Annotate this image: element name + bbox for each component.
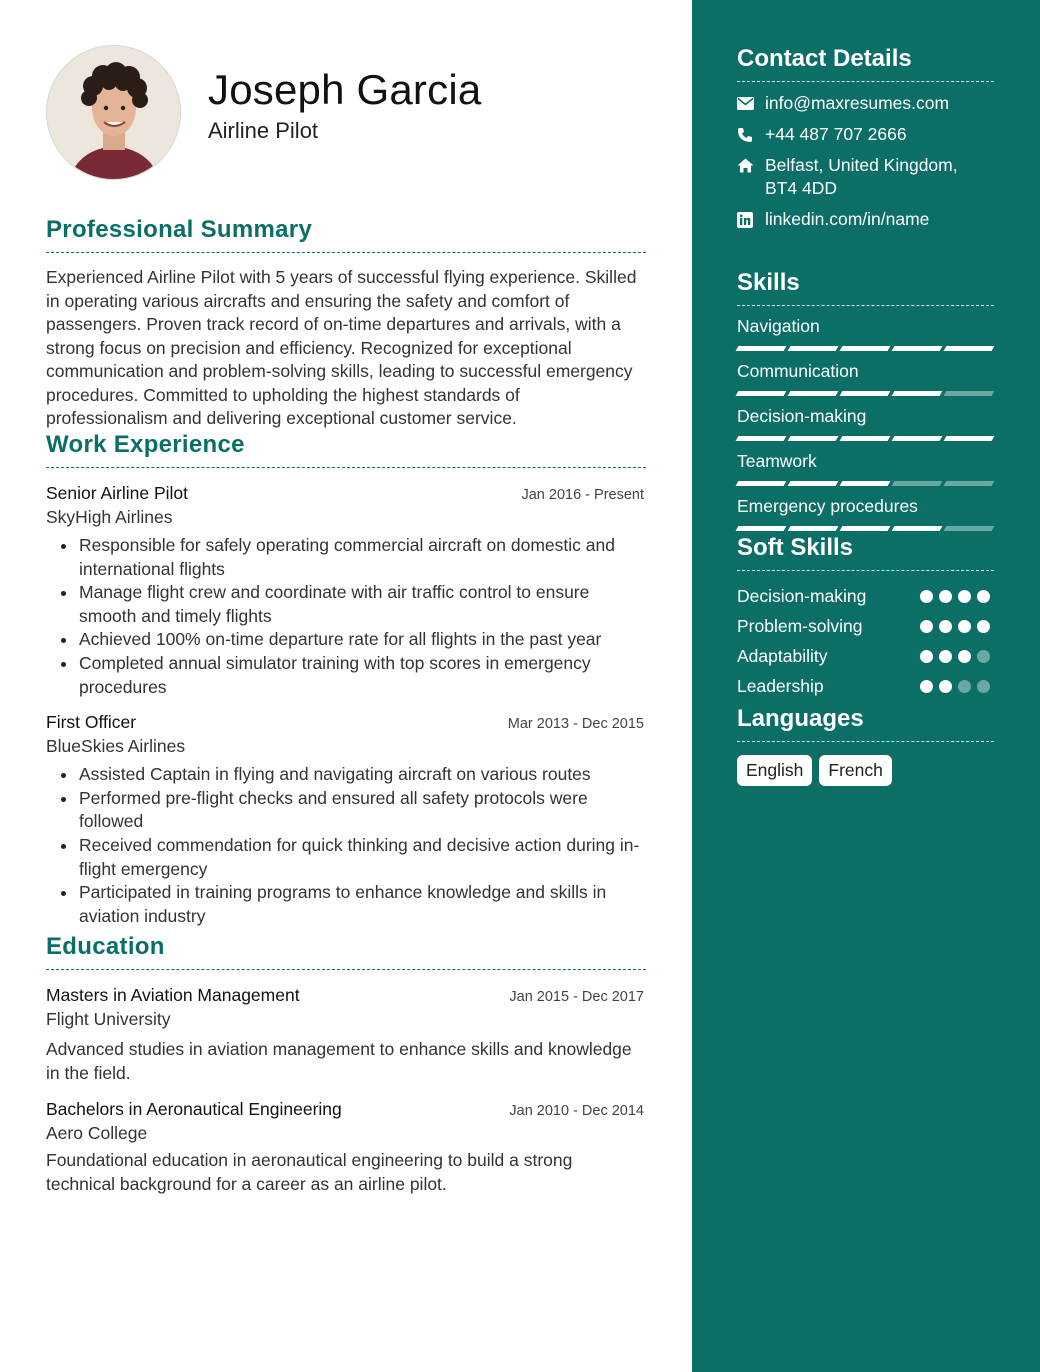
address-text: Belfast, United Kingdom, BT4 4DD	[765, 155, 958, 198]
job-bullets	[46, 763, 646, 928]
job-bullet: Participated in training programs to enhance knowledge and skills in aviation industry	[46, 881, 646, 928]
contact-address	[737, 154, 994, 200]
skill-item	[737, 496, 994, 531]
skill-level-segment	[736, 391, 787, 396]
job-date: Jan 2016 - Present	[521, 487, 644, 503]
rating-dot	[958, 590, 971, 603]
soft-skill-rating	[920, 590, 994, 603]
skill-item	[737, 316, 994, 351]
rating-dot	[958, 620, 971, 633]
rating-dot	[939, 590, 952, 603]
job-bullet: Received commendation for quick thinking and decisive action during in-flight emergency	[46, 834, 646, 881]
candidate-role: Airline Pilot	[208, 118, 319, 143]
job-title: Senior Airline Pilot	[46, 483, 189, 503]
rating-dot	[920, 620, 933, 633]
job-company: BlueSkies Airlines	[46, 736, 186, 757]
school-name: Aero College	[46, 1123, 148, 1144]
soft-skill-rating	[920, 680, 994, 693]
job-entry	[46, 712, 646, 928]
rating-dot	[977, 650, 990, 663]
rating-dot	[920, 590, 933, 603]
contact-email[interactable]	[737, 92, 994, 115]
skill-level-segment	[892, 391, 943, 396]
job-company: SkyHigh Airlines	[46, 507, 173, 527]
education-entry	[46, 985, 646, 1085]
rating-dot	[958, 680, 971, 693]
summary-text: Experienced Airline Pilot with 5 years of successful flying experience. Skilled in operating various aircrafts and ensuring the safety and comfort of passengers. Proven track record of on-time departures and arrivals, with a strong focus on precision and efficiency. Recognized for exceptional communication and problem-solving skills, leading to successful emergency procedures. Committed to upholding the highest standards of professionalism and delivering exceptional customer service.	[46, 267, 637, 428]
skill-level-segment	[944, 526, 995, 531]
contact-section	[737, 45, 994, 231]
rating-dot	[939, 650, 952, 663]
skill-level-segment	[736, 436, 787, 441]
skill-level-segment	[736, 346, 787, 351]
job-bullet: Completed annual simulator training with top scores in emergency procedures	[46, 652, 646, 699]
soft-skill-item	[737, 581, 994, 611]
linkedin-icon	[737, 208, 765, 231]
candidate-name: Joseph Garcia	[208, 66, 482, 113]
job-bullet: Performed pre-flight checks and ensured all safety protocols were followed	[46, 787, 646, 834]
education-entry	[46, 1099, 646, 1196]
rating-dot	[939, 620, 952, 633]
skill-level-segment	[944, 436, 995, 441]
job-bullets	[46, 534, 646, 699]
skills-section	[737, 269, 994, 531]
skill-name: Navigation	[737, 316, 820, 336]
skill-level-segment	[944, 346, 995, 351]
education-description: Foundational education in aeronautical engineering to build a strong technical background for a career as an airline pilot.	[46, 1150, 573, 1194]
skill-level-segment	[944, 481, 995, 486]
job-bullet: Assisted Captain in flying and navigating aircraft on various routes	[46, 763, 646, 787]
phone-text: +44 487 707 2666	[765, 124, 907, 144]
rating-dot	[939, 680, 952, 693]
soft-skills-section	[737, 534, 994, 701]
soft-skill-item	[737, 641, 994, 671]
skill-level-segment	[892, 436, 943, 441]
soft-skill-rating	[920, 620, 994, 633]
degree-title: Masters in Aviation Management	[46, 985, 300, 1005]
education-title: Education	[46, 933, 646, 970]
skill-level-segment	[840, 391, 891, 396]
skill-level-segment	[736, 526, 787, 531]
phone-icon	[737, 123, 765, 146]
soft-skill-name: Problem-solving	[737, 615, 863, 636]
skill-level-segment	[840, 346, 891, 351]
skill-name: Communication	[737, 361, 859, 381]
soft-skill-rating	[920, 650, 994, 663]
skill-level-segment	[788, 346, 839, 351]
skill-name: Teamwork	[737, 451, 817, 471]
contact-title: Contact Details	[737, 45, 994, 82]
soft-skills-title: Soft Skills	[737, 534, 994, 571]
avatar	[46, 45, 181, 180]
skill-level-segment	[840, 481, 891, 486]
rating-dot	[920, 650, 933, 663]
skill-level-bar	[737, 391, 994, 396]
summary-title: Professional Summary	[46, 216, 646, 253]
home-icon	[737, 154, 765, 177]
linkedin-text: linkedin.com/in/name	[765, 209, 930, 229]
language-chip: French	[819, 755, 891, 786]
job-entry	[46, 483, 646, 699]
skill-level-segment	[944, 391, 995, 396]
skill-level-segment	[736, 481, 787, 486]
job-title: First Officer	[46, 712, 137, 733]
skill-level-segment	[788, 391, 839, 396]
school-name: Flight University	[46, 1009, 171, 1029]
rating-dot	[977, 680, 990, 693]
summary-section	[46, 216, 646, 431]
languages-section	[737, 705, 994, 786]
profile-photo-icon	[47, 46, 181, 180]
skill-level-segment	[892, 481, 943, 486]
languages-list	[737, 755, 994, 786]
education-description: Advanced studies in aviation management to enhance skills and knowledge in the field.	[46, 1039, 632, 1083]
skill-level-segment	[840, 436, 891, 441]
skill-level-bar	[737, 346, 994, 351]
rating-dot	[977, 590, 990, 603]
experience-title: Work Experience	[46, 431, 646, 468]
skill-level-segment	[788, 526, 839, 531]
soft-skill-name: Leadership	[737, 675, 824, 696]
experience-section	[46, 431, 646, 928]
job-bullet: Responsible for safely operating commercial aircraft on domestic and international flights	[46, 534, 646, 581]
rating-dot	[977, 620, 990, 633]
rating-dot	[958, 650, 971, 663]
sidebar	[692, 0, 1040, 1372]
skill-level-bar	[737, 526, 994, 531]
skill-item	[737, 361, 994, 396]
job-bullet: Achieved 100% on-time departure rate for all flights in the past year	[46, 628, 646, 652]
education-date: Jan 2015 - Dec 2017	[509, 989, 644, 1005]
job-bullet: Manage flight crew and coordinate with air traffic control to ensure smooth and timely flights	[46, 581, 646, 628]
contact-phone[interactable]	[737, 123, 994, 146]
skills-list	[737, 316, 994, 531]
rating-dot	[920, 680, 933, 693]
skill-item	[737, 451, 994, 486]
skill-item	[737, 406, 994, 441]
email-text: info@maxresumes.com	[765, 93, 950, 113]
skill-level-segment	[788, 481, 839, 486]
skill-level-segment	[788, 436, 839, 441]
skill-name: Emergency procedures	[737, 496, 918, 516]
education-section	[46, 933, 646, 1196]
degree-title: Bachelors in Aeronautical Engineering	[46, 1099, 342, 1120]
skill-level-bar	[737, 481, 994, 486]
contact-linkedin[interactable]	[737, 208, 994, 231]
envelope-icon	[737, 92, 765, 115]
skill-level-segment	[892, 346, 943, 351]
skill-level-segment	[840, 526, 891, 531]
soft-skill-name: Decision-making	[737, 585, 867, 606]
languages-title: Languages	[737, 705, 994, 742]
skill-level-bar	[737, 436, 994, 441]
skill-name: Decision-making	[737, 406, 867, 426]
soft-skill-name: Adaptability	[737, 645, 828, 666]
soft-skill-item	[737, 671, 994, 701]
education-date: Jan 2010 - Dec 2014	[509, 1103, 644, 1120]
soft-skill-item	[737, 611, 994, 641]
language-chip: English	[737, 755, 812, 786]
job-date: Mar 2013 - Dec 2015	[507, 716, 644, 733]
skills-title: Skills	[737, 269, 994, 306]
skill-level-segment	[892, 526, 943, 531]
